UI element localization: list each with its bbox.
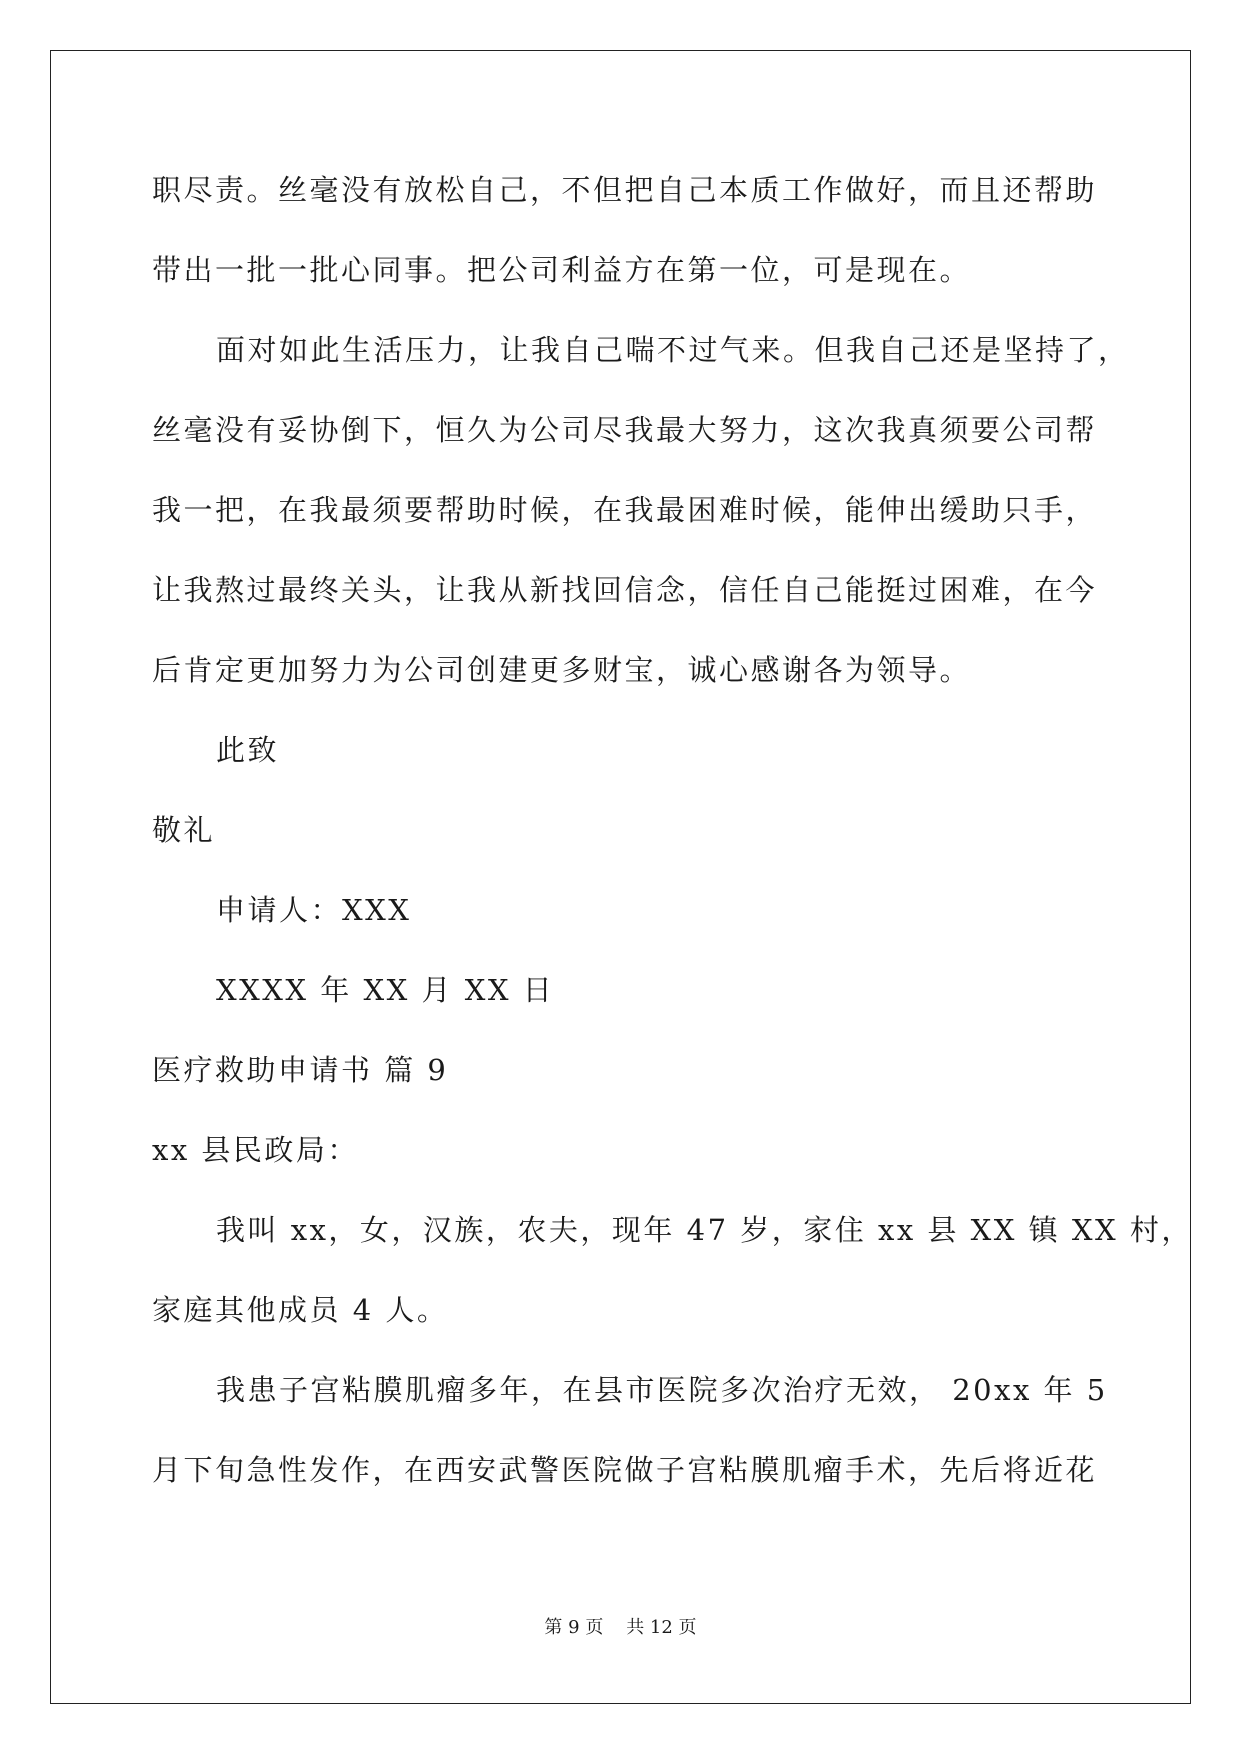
body-line-10: 我患子宫粘膜肌瘤多年，在县市医院多次治疗无效， 20xx 年 5 [216, 1373, 1108, 1407]
body-line-4: 丝毫没有妥协倒下，恒久为公司尽我最大努力，这次我真须要公司帮 [152, 413, 1098, 447]
closing-jingli: 敬礼 [152, 813, 216, 847]
signature-date: XXXX 年 XX 月 XX 日 [216, 973, 555, 1007]
body-line-5: 我一把，在我最须要帮助时候，在我最困难时候，能伸出缓助只手， [152, 493, 1098, 527]
body-line-9: 家庭其他成员 4 人。 [152, 1293, 449, 1327]
body-line-6: 让我熬过最终关头，让我从新找回信念，信任自己能挺过困难，在今 [152, 573, 1098, 607]
body-line-11: 月下旬急性发作，在西安武警医院做子宫粘膜肌瘤手术，先后将近花 [152, 1453, 1098, 1487]
section-heading: 医疗救助申请书 篇 9 [152, 1053, 449, 1087]
body-line-3: 面对如此生活压力，让我自己喘不过气来。但我自己还是坚持了， [216, 333, 1130, 367]
salutation: xx 县民政局： [152, 1133, 359, 1167]
closing-cizhi: 此致 [216, 733, 280, 767]
body-line-1: 职尽责。丝毫没有放松自己，不但把自己本质工作做好，而且还帮助 [152, 173, 1098, 207]
body-line-2: 带出一批一批心同事。把公司利益方在第一位，可是现在。 [152, 253, 972, 287]
page-number-footer: 第 9 页 共 12 页 [544, 1617, 697, 1638]
applicant-signature: 申请人：XXX [216, 893, 412, 927]
body-line-8: 我叫 xx，女，汉族，农夫，现年 47 岁，家住 xx 县 XX 镇 XX 村， [216, 1213, 1193, 1247]
body-line-7: 后肯定更加努力为公司创建更多财宝，诚心感谢各为领导。 [152, 653, 972, 687]
